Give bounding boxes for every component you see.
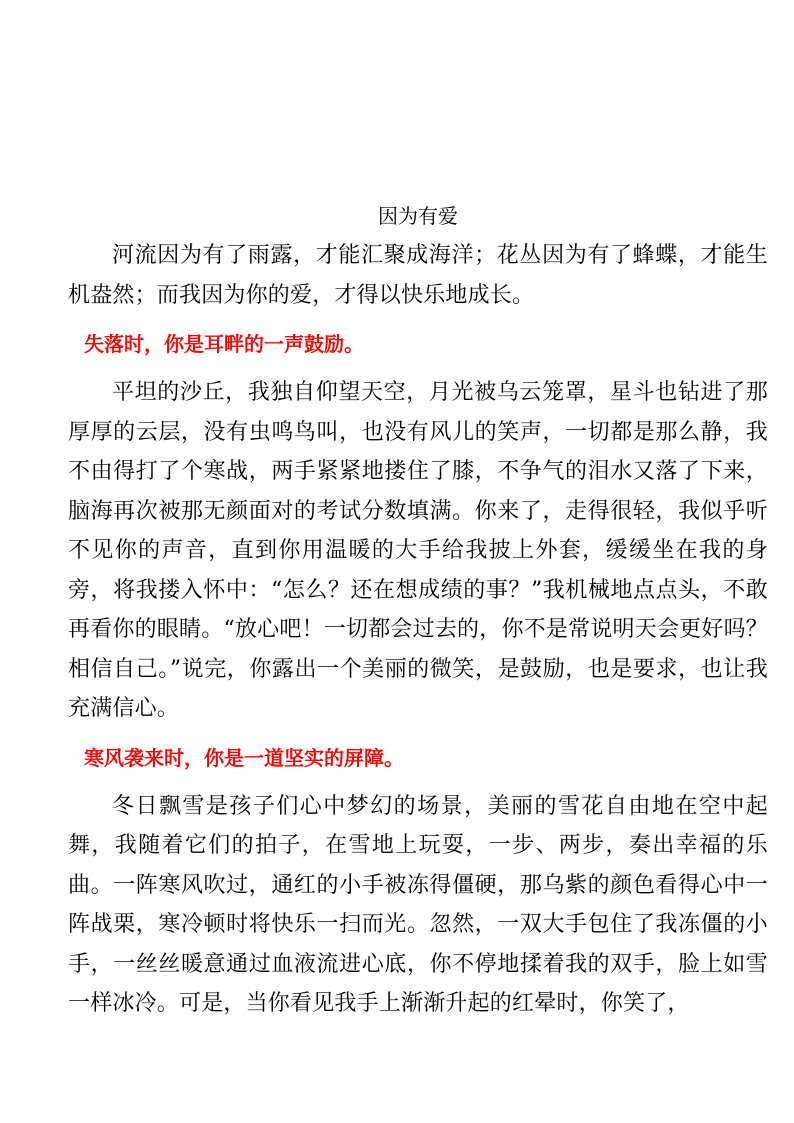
- section-paragraph-1: 平坦的沙丘，我独自仰望天空，月光被乌云笼罩，星斗也钻进了那厚厚的云层，没有虫鸣鸟叫，也没有风儿的笑声，一切都是那么静，我不由得打了个寒战，两手紧紧地搂住了膝，不争气的泪水又落了下来，脑海再次被那无颜面对的考试分数填满。你来了，走得很轻，我似乎听不见你的声音，直到你用温暖的大手给我披上外套，缓缓坐在我的身旁，将我搂入怀中：“怎么？还在想成绩的事？”我机械地点点头，不敢再看你的眼睛。“放心吧！一切都会过去的，你不是常说明天会更好吗？相信自己。”说完，你露出一个美丽的微笑，是鼓励，也是要求，也让我充满信心。: [68, 380, 768, 721]
- intro-paragraph: 河流因为有了雨露，才能汇聚成海洋；花丛因为有了蜂蝶，才能生机盎然；而我因为你的爱，才得以快乐地成长。: [68, 243, 768, 308]
- essay-title: 因为有爱: [378, 204, 458, 228]
- section-paragraph-2: 冬日飘雪是孩子们心中梦幻的场景，美丽的雪花自由地在空中起舞，我随着它们的拍子，在雪地上玩耍，一步、两步，奏出幸福的乐曲。一阵寒风吹过，通红的小手被冻得僵硬，那乌紫的颜色看得心中一阵战栗，寒冷顿时将快乐一扫而光。忽然，一双大手包住了我冻僵的小手，一丝丝暖意通过血液流进心底，你不停地揉着我的双手，脸上如雪一样冰冷。可是，当你看见我手上渐渐升起的红晕时，你笑了，: [68, 793, 768, 1016]
- section-heading-1: 失落时，你是耳畔的一声鼓励。: [84, 332, 364, 356]
- essay-body: [68, 198, 768, 1034]
- section-heading-2: 寒风袭来时，你是一道坚实的屏障。: [84, 745, 404, 770]
